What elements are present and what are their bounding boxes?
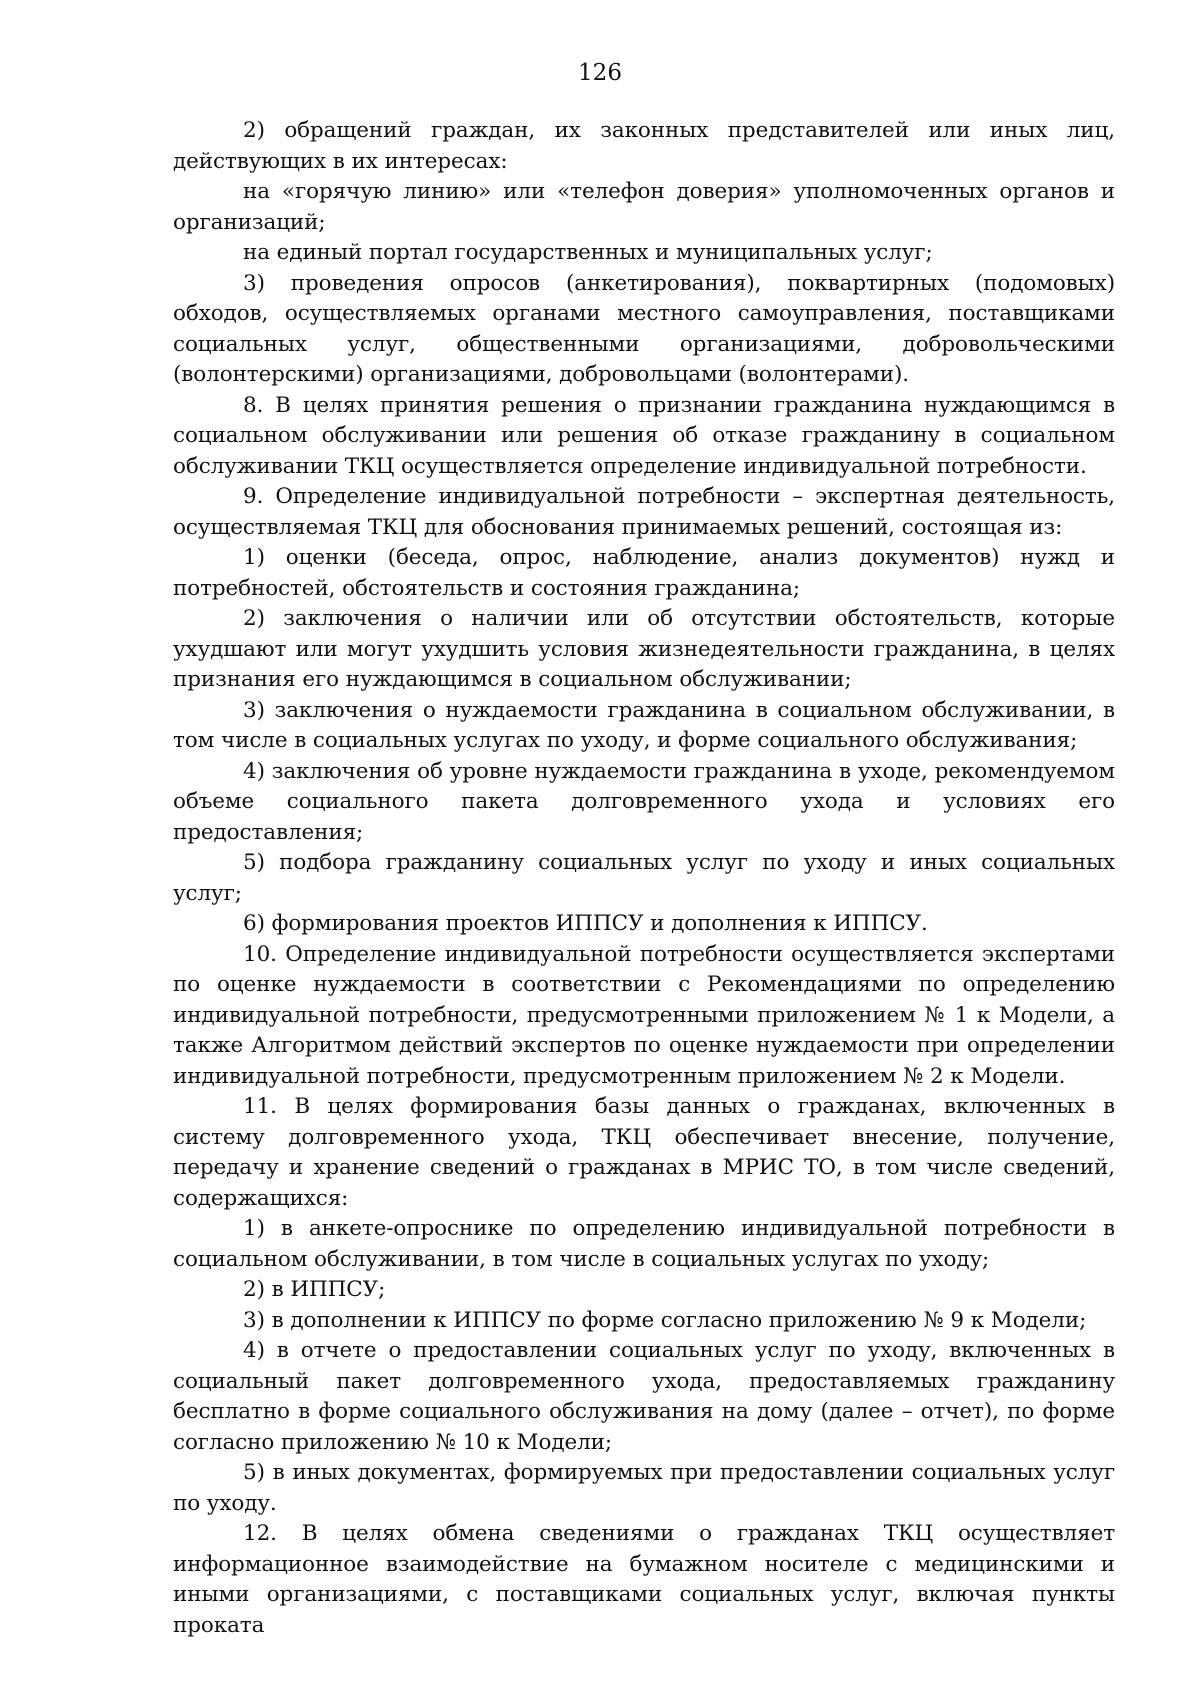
paragraph: 6) формирования проектов ИППСУ и дополнения к ИППСУ. <box>243 911 928 936</box>
paragraph: 3) в дополнении к ИППСУ по форме согласно приложению № 9 к Модели; <box>243 1307 1087 1333</box>
paragraph: 9. Определение индивидуальной потребности – экспертная деятельность, осуществляемая ТКЦ для обоснования принимаемых решений, состоящая из: <box>173 484 1115 540</box>
paragraph: 11. В целях формирования базы данных о гражданах, включенных в систему долговременного ухода, ТКЦ обеспечивает внесение, получение, передачу и хранение сведений о гражданах в МРИС ТО, в том числе сведений, содержащихся: <box>173 1094 1115 1211</box>
paragraph: 3) заключения о нуждаемости гражданина в социальном обслуживании, в том числе в социальных услугах по уходу, и форме социального обслуживания; <box>173 697 1115 753</box>
paragraph: 12. В целях обмена сведениями о гражданах ТКЦ осуществляет информационное взаимодействие на бумажном носителе с медицинскими и иными организациями, с поставщиками социальных услуг, включая пункты проката <box>173 1521 1115 1638</box>
paragraph: на единый портал государственных и муниципальных услуг; <box>243 240 933 265</box>
paragraph: на «горячую линию» или «телефон доверия» уполномоченных органов и организаций; <box>173 179 1115 235</box>
paragraph: 2) заключения о наличии или об отсутствии обстоятельств, которые ухудшают или могут ухудшить условия жизнедеятельности гражданина, в целях признания его нуждающимся в социальном обслуживании; <box>173 606 1115 692</box>
paragraph: 5) в иных документах, формируемых при предоставлении социальных услуг по уходу. <box>173 1460 1115 1516</box>
paragraph: 4) заключения об уровне нуждаемости гражданина в уходе, рекомендуемом объеме социального пакета долговременного ухода и условиях его предоставления; <box>173 758 1115 845</box>
paragraph: 3) проведения опросов (анкетирования), поквартирных (подомовых) обходов, осуществляемых органами местного самоуправления, поставщиками социальных услуг, общественными организациями, добровольческими (волонтерскими) организациями, добровольцами (волонтерами). <box>173 270 1115 387</box>
paragraph: 1) оценки (беседа, опрос, наблюдение, анализ документов) нужд и потребностей, обстоятельств и состояния гражданина; <box>173 545 1115 601</box>
paragraph: 5) подбора гражданину социальных услуг по уходу и иных социальных услуг; <box>173 850 1115 906</box>
paragraph: 10. Определение индивидуальной потребности осуществляется экспертами по оценке нуждаемости в соответствии с Рекомендациями по определению индивидуальной потребности, предусмотренными приложением № 1 к Модели, а также Алгоритмом действий экспертов по оценке нуждаемости при определении индивидуальной потребности, предусмотренным приложением № 2 к Модели. <box>173 941 1115 1089</box>
paragraph: 2) в ИППСУ; <box>243 1277 386 1302</box>
document-body <box>173 116 1115 1641</box>
paragraph: 2) обращений граждан, их законных представителей или иных лиц, действующих в их интересах: <box>173 118 1115 174</box>
paragraph: 8. В целях принятия решения о признании гражданина нуждающимся в социальном обслуживании или решения об отказе гражданину в социальном обслуживании ТКЦ осуществляется определение индивидуальной потребности. <box>173 392 1115 479</box>
paragraph: 4) в отчете о предоставлении социальных услуг по уходу, включенных в социальный пакет долговременного ухода, предоставляемых гражданину бесплатно в форме социального обслуживания на дому (далее – отчет), по форме согласно приложению № 10 к Модели; <box>173 1338 1115 1455</box>
page-number: 126 <box>578 60 622 86</box>
paragraph: 1) в анкете-опроснике по определению индивидуальной потребности в социальном обслуживании, в том числе в социальных услугах по уходу; <box>173 1216 1115 1272</box>
